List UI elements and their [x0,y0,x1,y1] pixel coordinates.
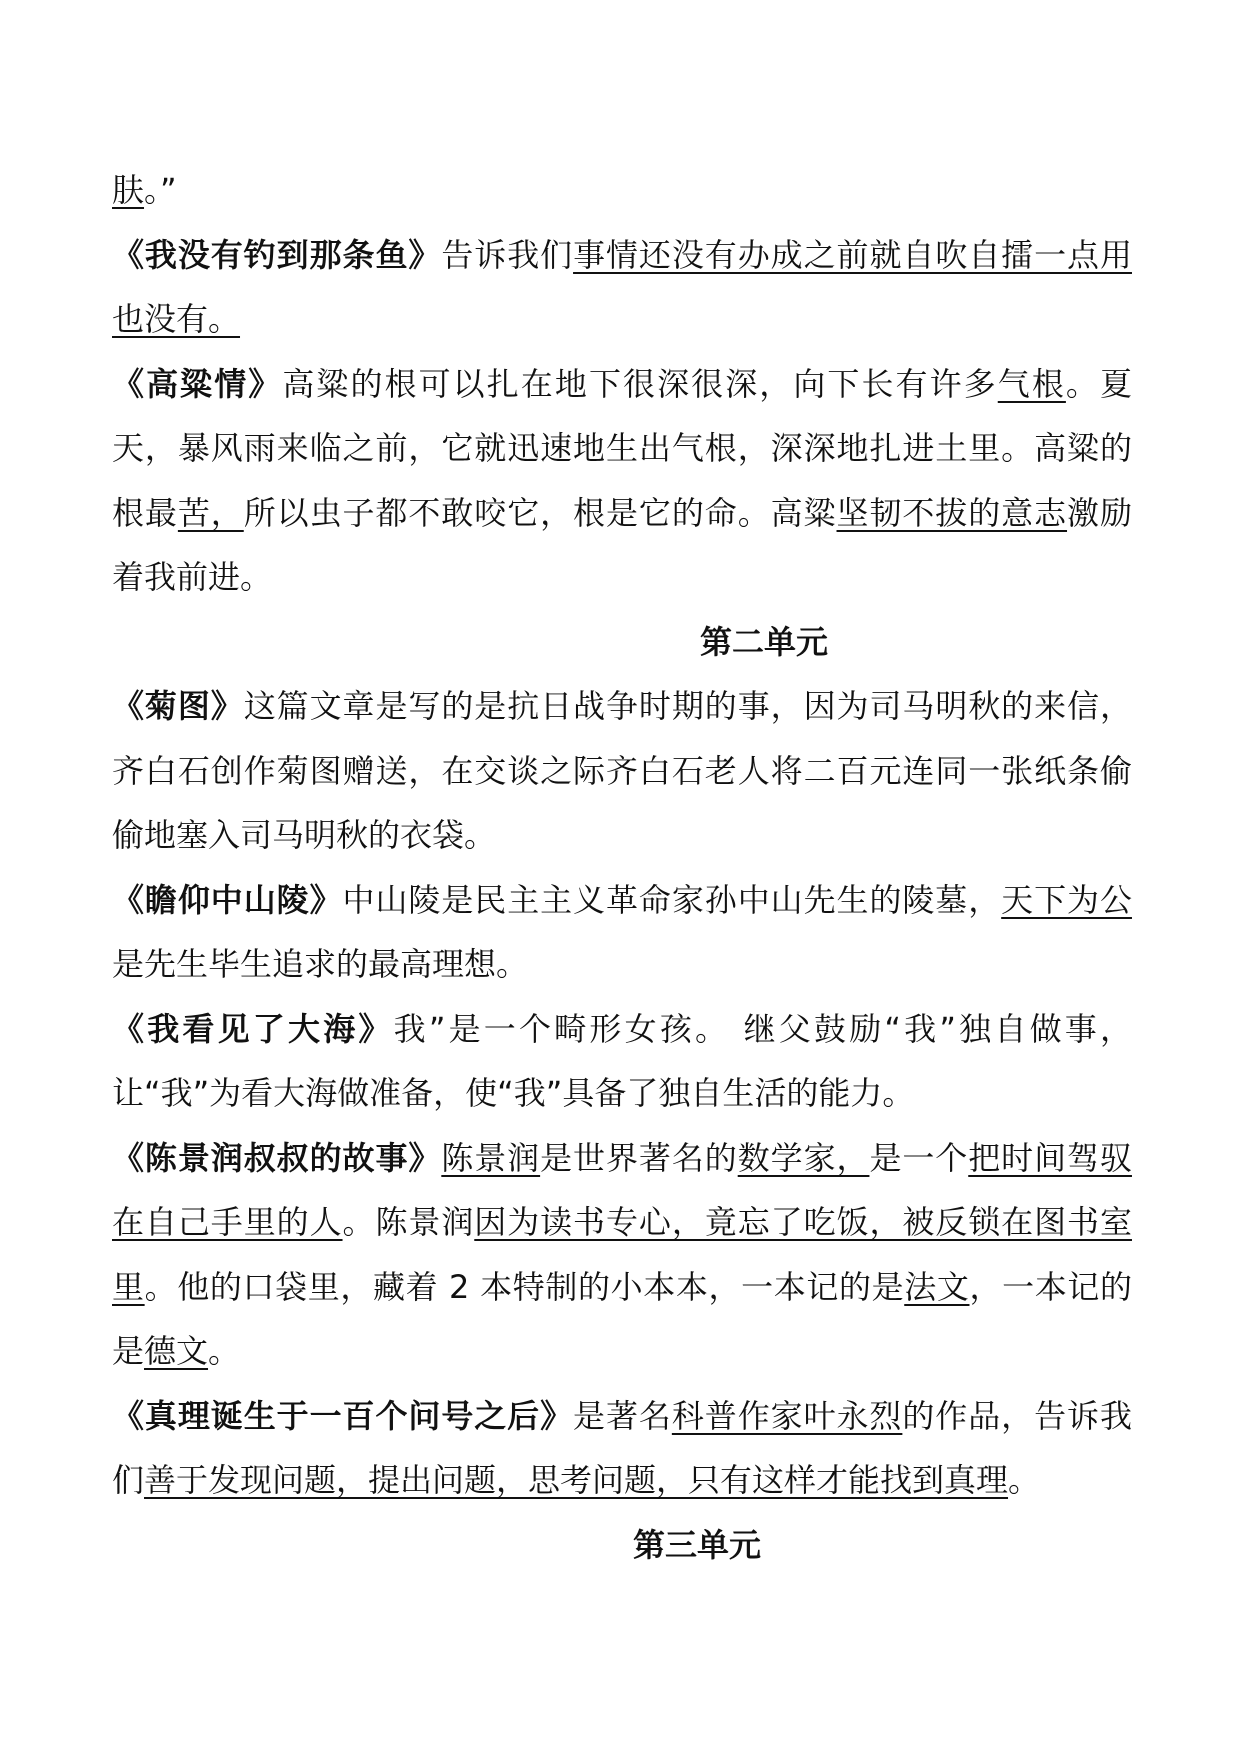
paragraph-fishing [112,223,1132,352]
underlined-text: 肤 [112,171,145,209]
text-span: 。陈景润 [342,1203,475,1241]
text-span: 。他的口袋里，藏着 2 本特制的小本本，一本记的是 [144,1267,905,1306]
text-span: 这篇文章是写的是抗日战争时期的事，因为司马明秋的来信，齐白石创作菊图赠送，在交谈之际齐白石老人将二百元连同一张纸条偷偷地塞入司马明秋的衣袋。 [112,687,1132,854]
underlined-text: 善于发现问题，提出问题，思考问题，只有这样才能找到真理 [144,1461,1009,1499]
text-span: ，一本记的是 [112,1267,1132,1370]
text-span: 是世界著名的 [540,1138,738,1177]
paragraph-truth [112,1384,1132,1513]
underlined-text: 数学家， [737,1138,870,1177]
unit-heading-3: 第三单元 [633,1525,762,1564]
unit-heading-2: 第二单元 [700,622,829,661]
text-span: 。” [144,171,177,209]
text-span: 高粱的根可以扎在地下很深很深，向下长有许多 [282,364,998,403]
paragraph-sea [112,997,1132,1126]
paragraph-sorghum [112,352,1132,610]
underlined-text: 事情还没有办成之前就自吹自擂一点用也没有。 [112,235,1132,338]
text-span: 。 [208,1332,241,1370]
text-span: 。夏天，暴风雨来临之前，它就迅速地生出气根，深深地扎进土里。高粱的根最 [112,364,1132,532]
lesson-title: 《瞻仰中山陵》 [112,880,343,919]
underlined-text: 德文 [144,1332,209,1370]
text-span: 我”是一个畸形女孩。 继父鼓励“我”独自做事，让“我”为看大海做准备，使“我”具备了独自生活的能力。 [112,1009,1132,1112]
underlined-text: 陈景润 [441,1138,541,1177]
text-span: 是一个 [869,1138,969,1177]
underlined-text: 苦， [177,493,244,532]
paragraph-chen-jingrun [112,1126,1132,1384]
underlined-text: 天下为公 [1001,880,1132,919]
text-span: 。 [1008,1461,1041,1499]
lesson-title: 《陈景润叔叔的故事》 [112,1138,442,1177]
text-span: 是先生毕生追求的最高理想。 [112,945,529,983]
text-span: 所以虫子都不敢咬它，根是它的命。高粱 [243,493,837,532]
document-page [112,158,1132,1577]
lesson-title: 《我没有钓到那条鱼》 [112,235,442,274]
lesson-title: 《真理诞生于一百个问号之后》 [112,1396,574,1435]
lesson-title: 《菊图》 [112,687,244,725]
lesson-title: 《高粱情》 [112,364,283,403]
paragraph-continuation [112,158,1132,223]
underlined-text: 科普作家叶永烈 [671,1396,903,1435]
underlined-text: 坚韧不拔的意志 [836,493,1068,532]
underlined-text: 把时间驾驭在自己手里的人 [112,1138,1132,1241]
paragraph-zhongshan [112,868,1132,997]
paragraph-chrysanthemum [112,674,1132,868]
text-span: 是著名 [573,1396,672,1435]
text-span: 告诉我们 [441,235,574,274]
underlined-text: 法文 [904,1267,970,1306]
text-span: 中山陵是民主主义革命家孙中山先生的陵墓， [342,880,1002,919]
text-span: 的作品，告诉我们 [112,1396,1132,1499]
text-span: 激励着我前进。 [112,493,1132,596]
underlined-text: 因为读书专心，竟忘了吃饭，被反锁在图书室里 [112,1203,1132,1306]
underlined-text: 气根 [997,364,1066,403]
lesson-title: 《我看见了大海》 [112,1009,394,1048]
